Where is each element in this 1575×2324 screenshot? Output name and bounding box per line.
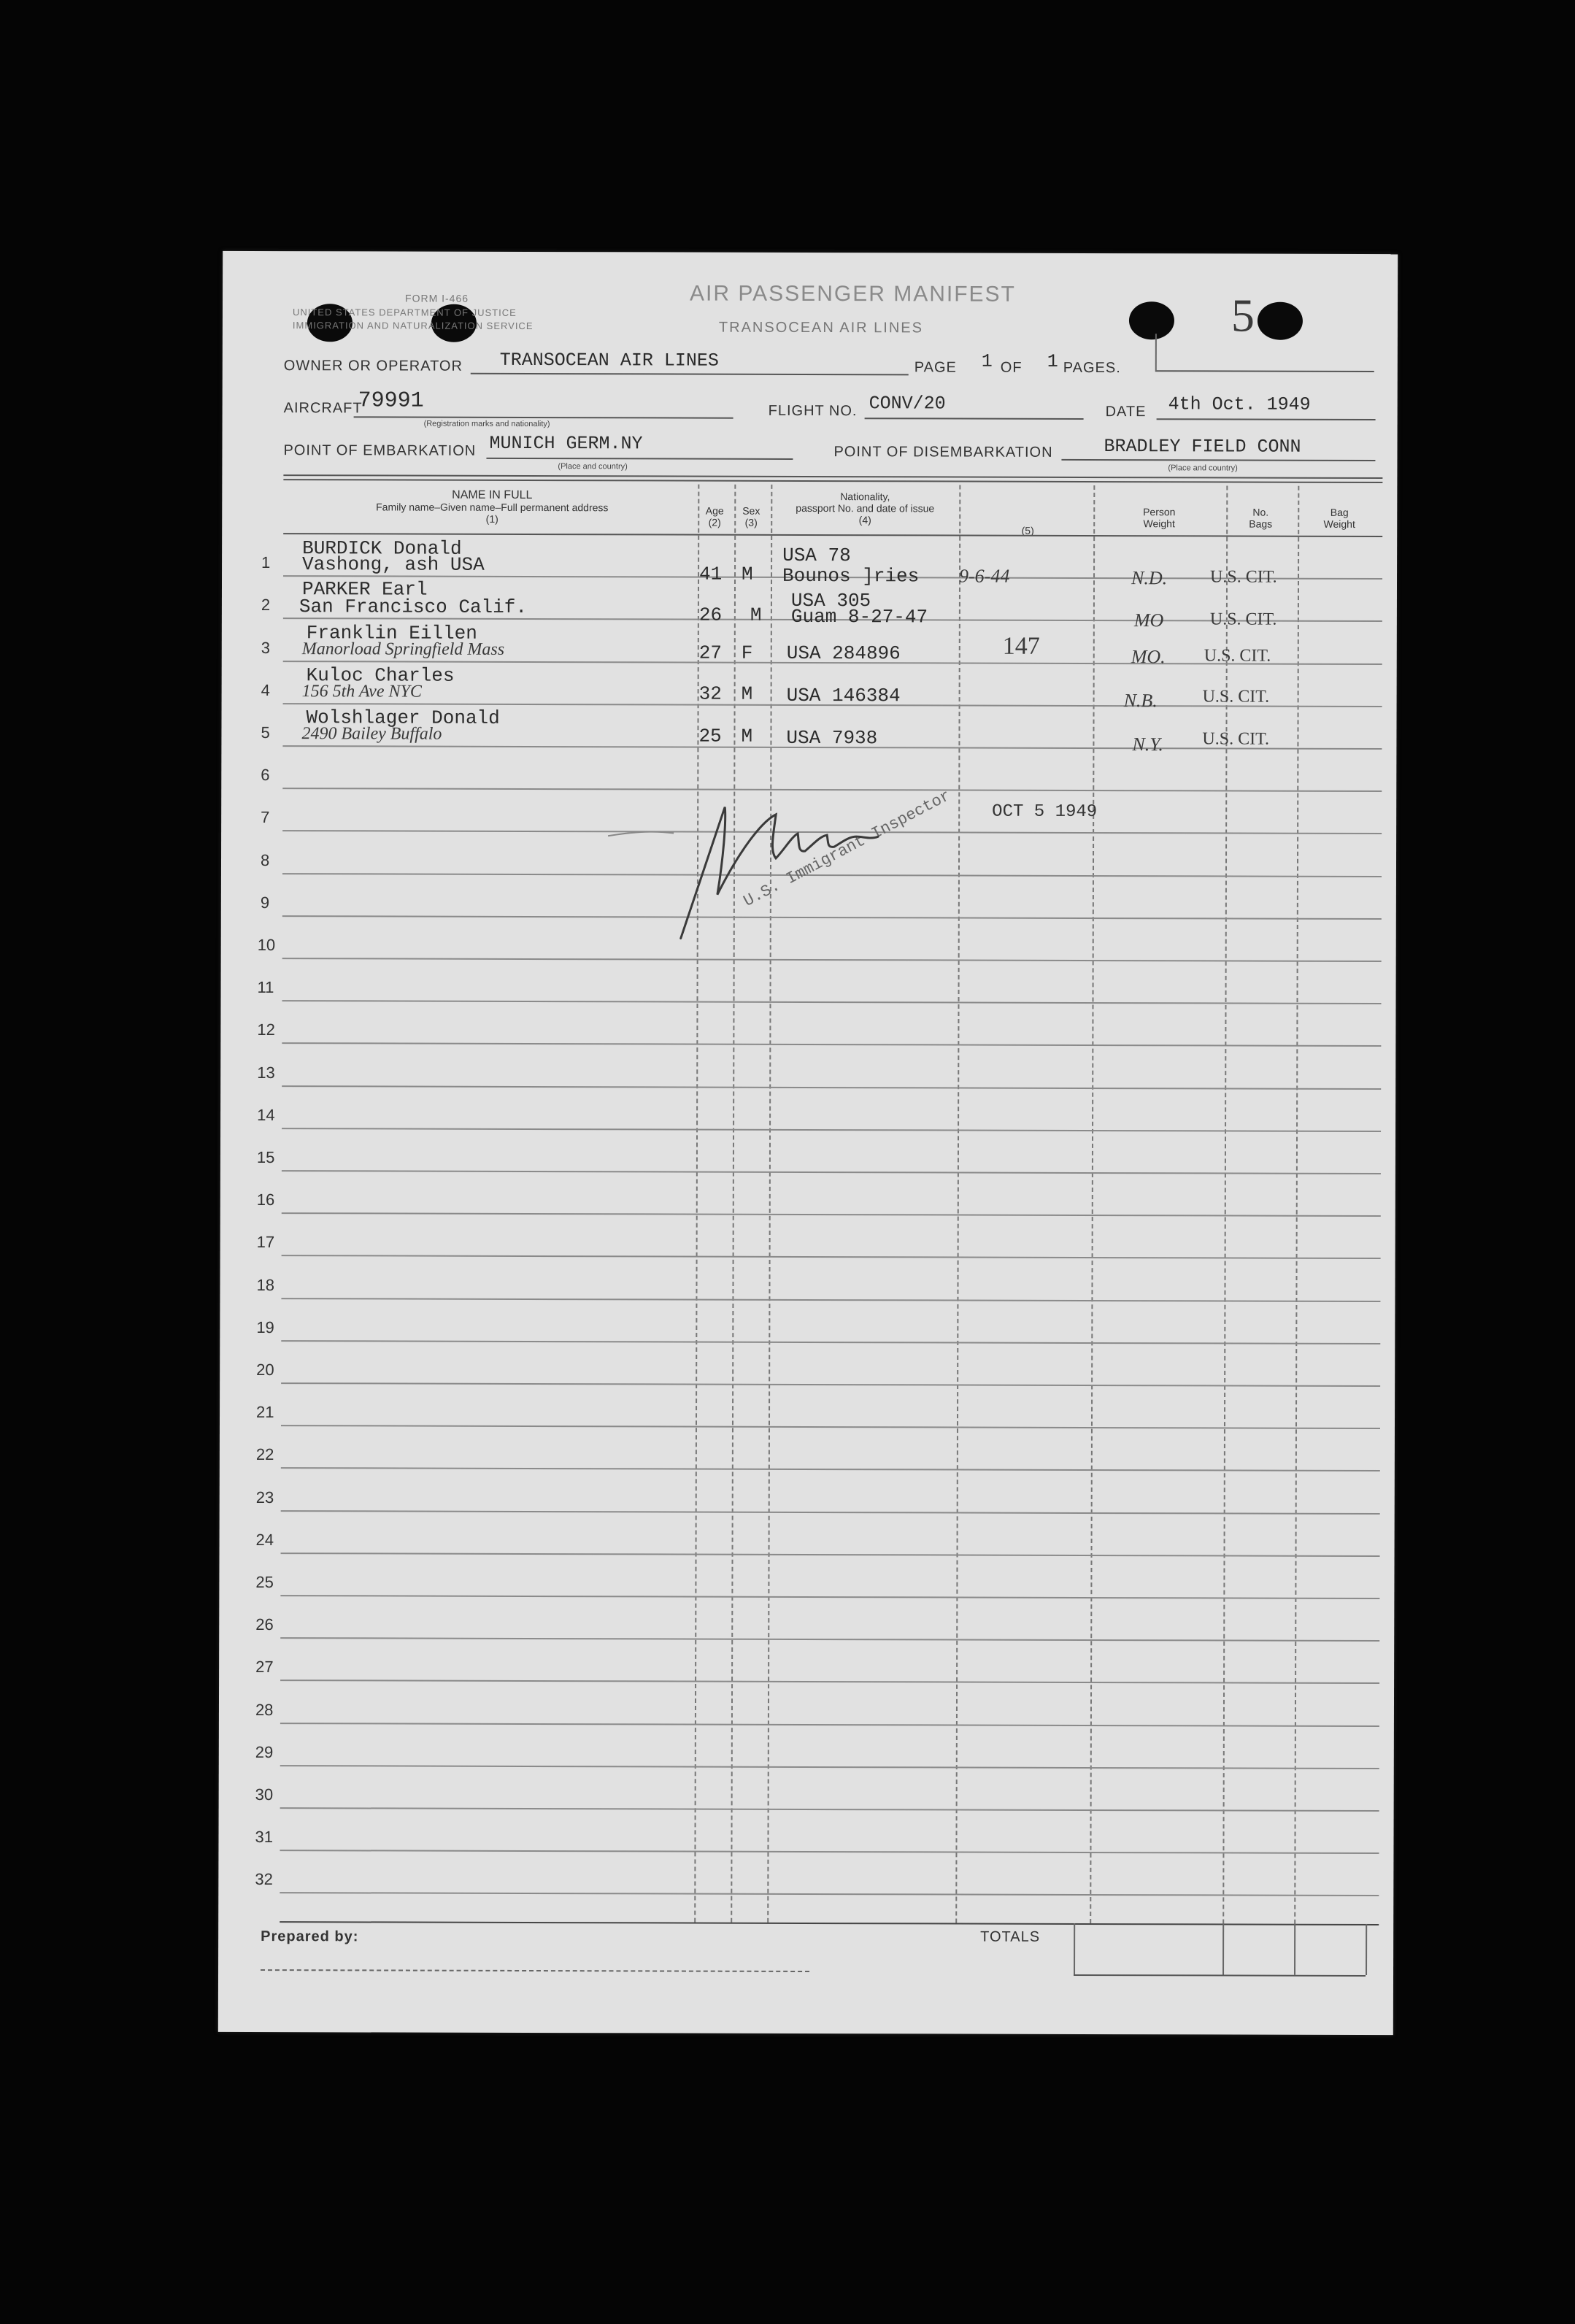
passenger-4-address: 156 5th Ave NYC: [301, 682, 422, 701]
row-rule: [281, 1382, 1380, 1387]
row-number: 30: [255, 1785, 274, 1804]
passenger-2-age: 26: [698, 604, 723, 626]
row-rule: [282, 1170, 1381, 1174]
passenger-1-sex: M: [742, 563, 753, 585]
passenger-5-nat-1: USA 7938: [786, 726, 878, 750]
row-number: 3: [261, 638, 271, 657]
of-label: OF: [1000, 359, 1023, 376]
passenger-2-cit: U.S. CIT.: [1209, 609, 1277, 629]
passenger-3-sex: F: [741, 642, 753, 664]
row-rule: [280, 1807, 1379, 1812]
passenger-2-nat-2: Guam 8-27-47: [790, 605, 928, 628]
page-label: PAGE: [914, 359, 957, 376]
row-number: 23: [255, 1488, 274, 1507]
passenger-5-weight: N.Y.: [1132, 734, 1163, 755]
row-number: 7: [261, 808, 270, 827]
passenger-5-cit: U.S. CIT.: [1202, 729, 1270, 749]
row-number: 2: [261, 596, 271, 615]
row-rule: [282, 1085, 1381, 1090]
disembark-note: (Place and country): [1168, 463, 1238, 473]
passenger-1-nat-2: Bounos ]ries: [782, 564, 920, 588]
row-rule: [281, 1425, 1380, 1429]
col-header-sex: Sex (3): [742, 504, 760, 528]
pages-label: PAGES.: [1063, 359, 1121, 377]
row-number: 21: [255, 1403, 274, 1422]
passenger-1-nat-1: USA 78: [782, 544, 851, 567]
manifest-page: [218, 251, 1398, 2035]
row-number: 26: [255, 1615, 274, 1634]
disembark-value: BRADLEY FIELD CONN: [1104, 436, 1301, 458]
row-rule: [281, 1298, 1380, 1302]
passenger-2-weight: MO: [1133, 609, 1164, 631]
passenger-3-address: Manorload Springfield Mass: [301, 639, 505, 659]
flight-label: FLIGHT NO.: [768, 402, 858, 420]
totals-divider: [1366, 1924, 1367, 1975]
row-number: 32: [255, 1870, 273, 1889]
row-number: 9: [260, 893, 270, 912]
row-number: 20: [256, 1361, 274, 1380]
form-number: FORM I-466: [405, 292, 469, 304]
totals-label: TOTALS: [980, 1928, 1041, 1945]
row-number: 18: [256, 1275, 275, 1294]
page-value: 1: [981, 350, 993, 372]
passenger-1-address: Vashong, ash USA: [302, 553, 485, 576]
row-number: 19: [256, 1317, 274, 1336]
form-subtitle: TRANSOCEAN AIR LINES: [718, 319, 924, 336]
passenger-2-name: PARKER Earl: [301, 578, 428, 601]
row-number: 13: [257, 1063, 275, 1082]
col-header-age: Age (2): [705, 504, 724, 528]
totals-divider: [1294, 1924, 1295, 1975]
totals-divider: [1074, 1923, 1075, 1974]
passenger-2-address: San Francisco Calif.: [299, 596, 528, 618]
row-rule: [281, 1510, 1380, 1515]
agency-line-1: UNITED STATES DEPARTMENT OF JUSTICE: [292, 307, 517, 318]
row-rule: [280, 1723, 1379, 1727]
row-rule: [281, 1552, 1380, 1557]
row-rule: [280, 1850, 1379, 1854]
inspector-signature: [601, 763, 908, 961]
row-number: 15: [256, 1148, 275, 1167]
flight-value: CONV/20: [869, 393, 946, 415]
row-number: 31: [255, 1828, 274, 1847]
form-title: AIR PASSENGER MANIFEST: [690, 281, 1016, 307]
passenger-5-name: Wolshlager Donald: [306, 707, 500, 729]
passenger-3-weight: MO.: [1131, 646, 1166, 668]
row-number: 16: [256, 1190, 275, 1209]
passenger-1-cit: U.S. CIT.: [1209, 567, 1277, 587]
date-value: 4th Oct. 1949: [1168, 393, 1311, 415]
row-number: 24: [255, 1530, 274, 1549]
row-rule: [282, 1255, 1381, 1260]
row-number: 28: [255, 1700, 274, 1719]
col-header-name: NAME IN FULL Family name–Given name–Full permanent address (1): [376, 488, 609, 525]
inspection-date-stamp: OCT 5 1949: [992, 801, 1098, 823]
aircraft-value: 79991: [358, 388, 424, 414]
agency-line-2: IMMIGRATION AND NATURALIZATION SERVICE: [292, 320, 534, 332]
row-rule: [282, 1128, 1381, 1132]
passenger-1-name: BURDICK Donald: [302, 537, 462, 560]
row-rule: [282, 1043, 1381, 1047]
aircraft-note: (Registration marks and nationality): [423, 419, 550, 429]
col-header-5: (5): [1021, 524, 1034, 536]
column-divider: [731, 485, 736, 1923]
passenger-3-nat-1: USA 284896: [786, 642, 901, 665]
passenger-3-col5: 147: [1002, 632, 1040, 660]
passenger-1-col5: 9-6-44: [958, 565, 1010, 587]
inspector-stamp: U.S. Immigrant Inspector: [740, 786, 954, 911]
stamp-number: 5: [1231, 289, 1255, 342]
row-number: 29: [255, 1742, 274, 1761]
row-number: 22: [255, 1445, 274, 1464]
passenger-4-sex: M: [741, 682, 753, 705]
passenger-3-cit: U.S. CIT.: [1204, 646, 1271, 666]
passenger-4-nat-1: USA 146384: [786, 684, 901, 707]
passenger-4-age: 32: [698, 682, 722, 705]
date-label: DATE: [1105, 404, 1147, 420]
row-rule: [281, 1468, 1380, 1472]
totals-divider: [1222, 1924, 1224, 1975]
passenger-table: [218, 251, 1398, 2035]
passenger-3-name: Franklin Eillen: [306, 622, 477, 645]
row-number: 6: [261, 766, 270, 785]
row-rule: [280, 1680, 1379, 1685]
row-rule: [282, 1212, 1381, 1217]
row-number: 4: [261, 680, 270, 699]
prepared-by-line: [261, 1969, 809, 1972]
passenger-2-nat-1: USA 305: [790, 589, 871, 612]
embark-value: MUNICH GERM.NY: [489, 432, 643, 455]
row-number: 8: [260, 850, 270, 869]
disembark-label: POINT OF DISEMBARKATION: [833, 444, 1053, 461]
row-number: 5: [261, 723, 270, 742]
row-number: 12: [257, 1020, 275, 1039]
passenger-4-cit: U.S. CIT.: [1202, 687, 1270, 707]
row-number: 14: [257, 1105, 275, 1124]
passenger-5-address: 2490 Bailey Buffalo: [301, 724, 442, 744]
col-header-bags: No. Bags: [1249, 506, 1273, 530]
row-rule: [280, 1595, 1379, 1599]
row-rule: [282, 1000, 1382, 1004]
owner-label: OWNER OR OPERATOR: [283, 358, 463, 374]
col-header-nationality: Nationality, passport No. and date of issue (4): [796, 490, 935, 526]
table-bottom-rule: [280, 1921, 1379, 1925]
col-header-bag-weight: Bag Weight: [1323, 506, 1355, 530]
row-number: 25: [255, 1573, 274, 1592]
owner-value: TRANSOCEAN AIR LINES: [499, 349, 719, 372]
column-divider: [1294, 486, 1299, 1924]
passenger-2-sex: M: [750, 604, 762, 626]
col-header-person-weight: Person Weight: [1143, 506, 1176, 530]
passenger-4-name: Kuloc Charles: [306, 664, 455, 687]
passenger-1-weight: N.D.: [1131, 567, 1168, 589]
row-rule: [280, 1892, 1379, 1896]
passenger-4-weight: N.B.: [1123, 690, 1158, 712]
pages-value: 1: [1047, 350, 1058, 372]
passenger-5-sex: M: [741, 725, 753, 747]
row-rule: [280, 1765, 1379, 1769]
row-number: 11: [257, 978, 274, 997]
aircraft-label: AIRCRAFT: [283, 400, 363, 417]
embark-label: POINT OF EMBARKATION: [283, 442, 477, 459]
passenger-1-age: 41: [699, 563, 723, 585]
column-divider: [767, 485, 772, 1923]
row-rule: [281, 1340, 1380, 1344]
header-bottom-rule: [283, 533, 1382, 537]
column-divider: [955, 485, 960, 1923]
passenger-5-age: 25: [698, 725, 722, 747]
row-number: 1: [261, 553, 271, 572]
prepared-by-label: Prepared by:: [261, 1928, 359, 1945]
embark-note: (Place and country): [558, 462, 628, 472]
row-number: 17: [256, 1233, 275, 1252]
row-rule: [280, 1637, 1379, 1642]
row-number: 27: [255, 1658, 274, 1677]
passenger-3-age: 27: [698, 642, 723, 664]
column-divider: [1090, 485, 1095, 1923]
row-number: 10: [257, 936, 276, 955]
totals-bottom-rule: [1074, 1974, 1366, 1977]
